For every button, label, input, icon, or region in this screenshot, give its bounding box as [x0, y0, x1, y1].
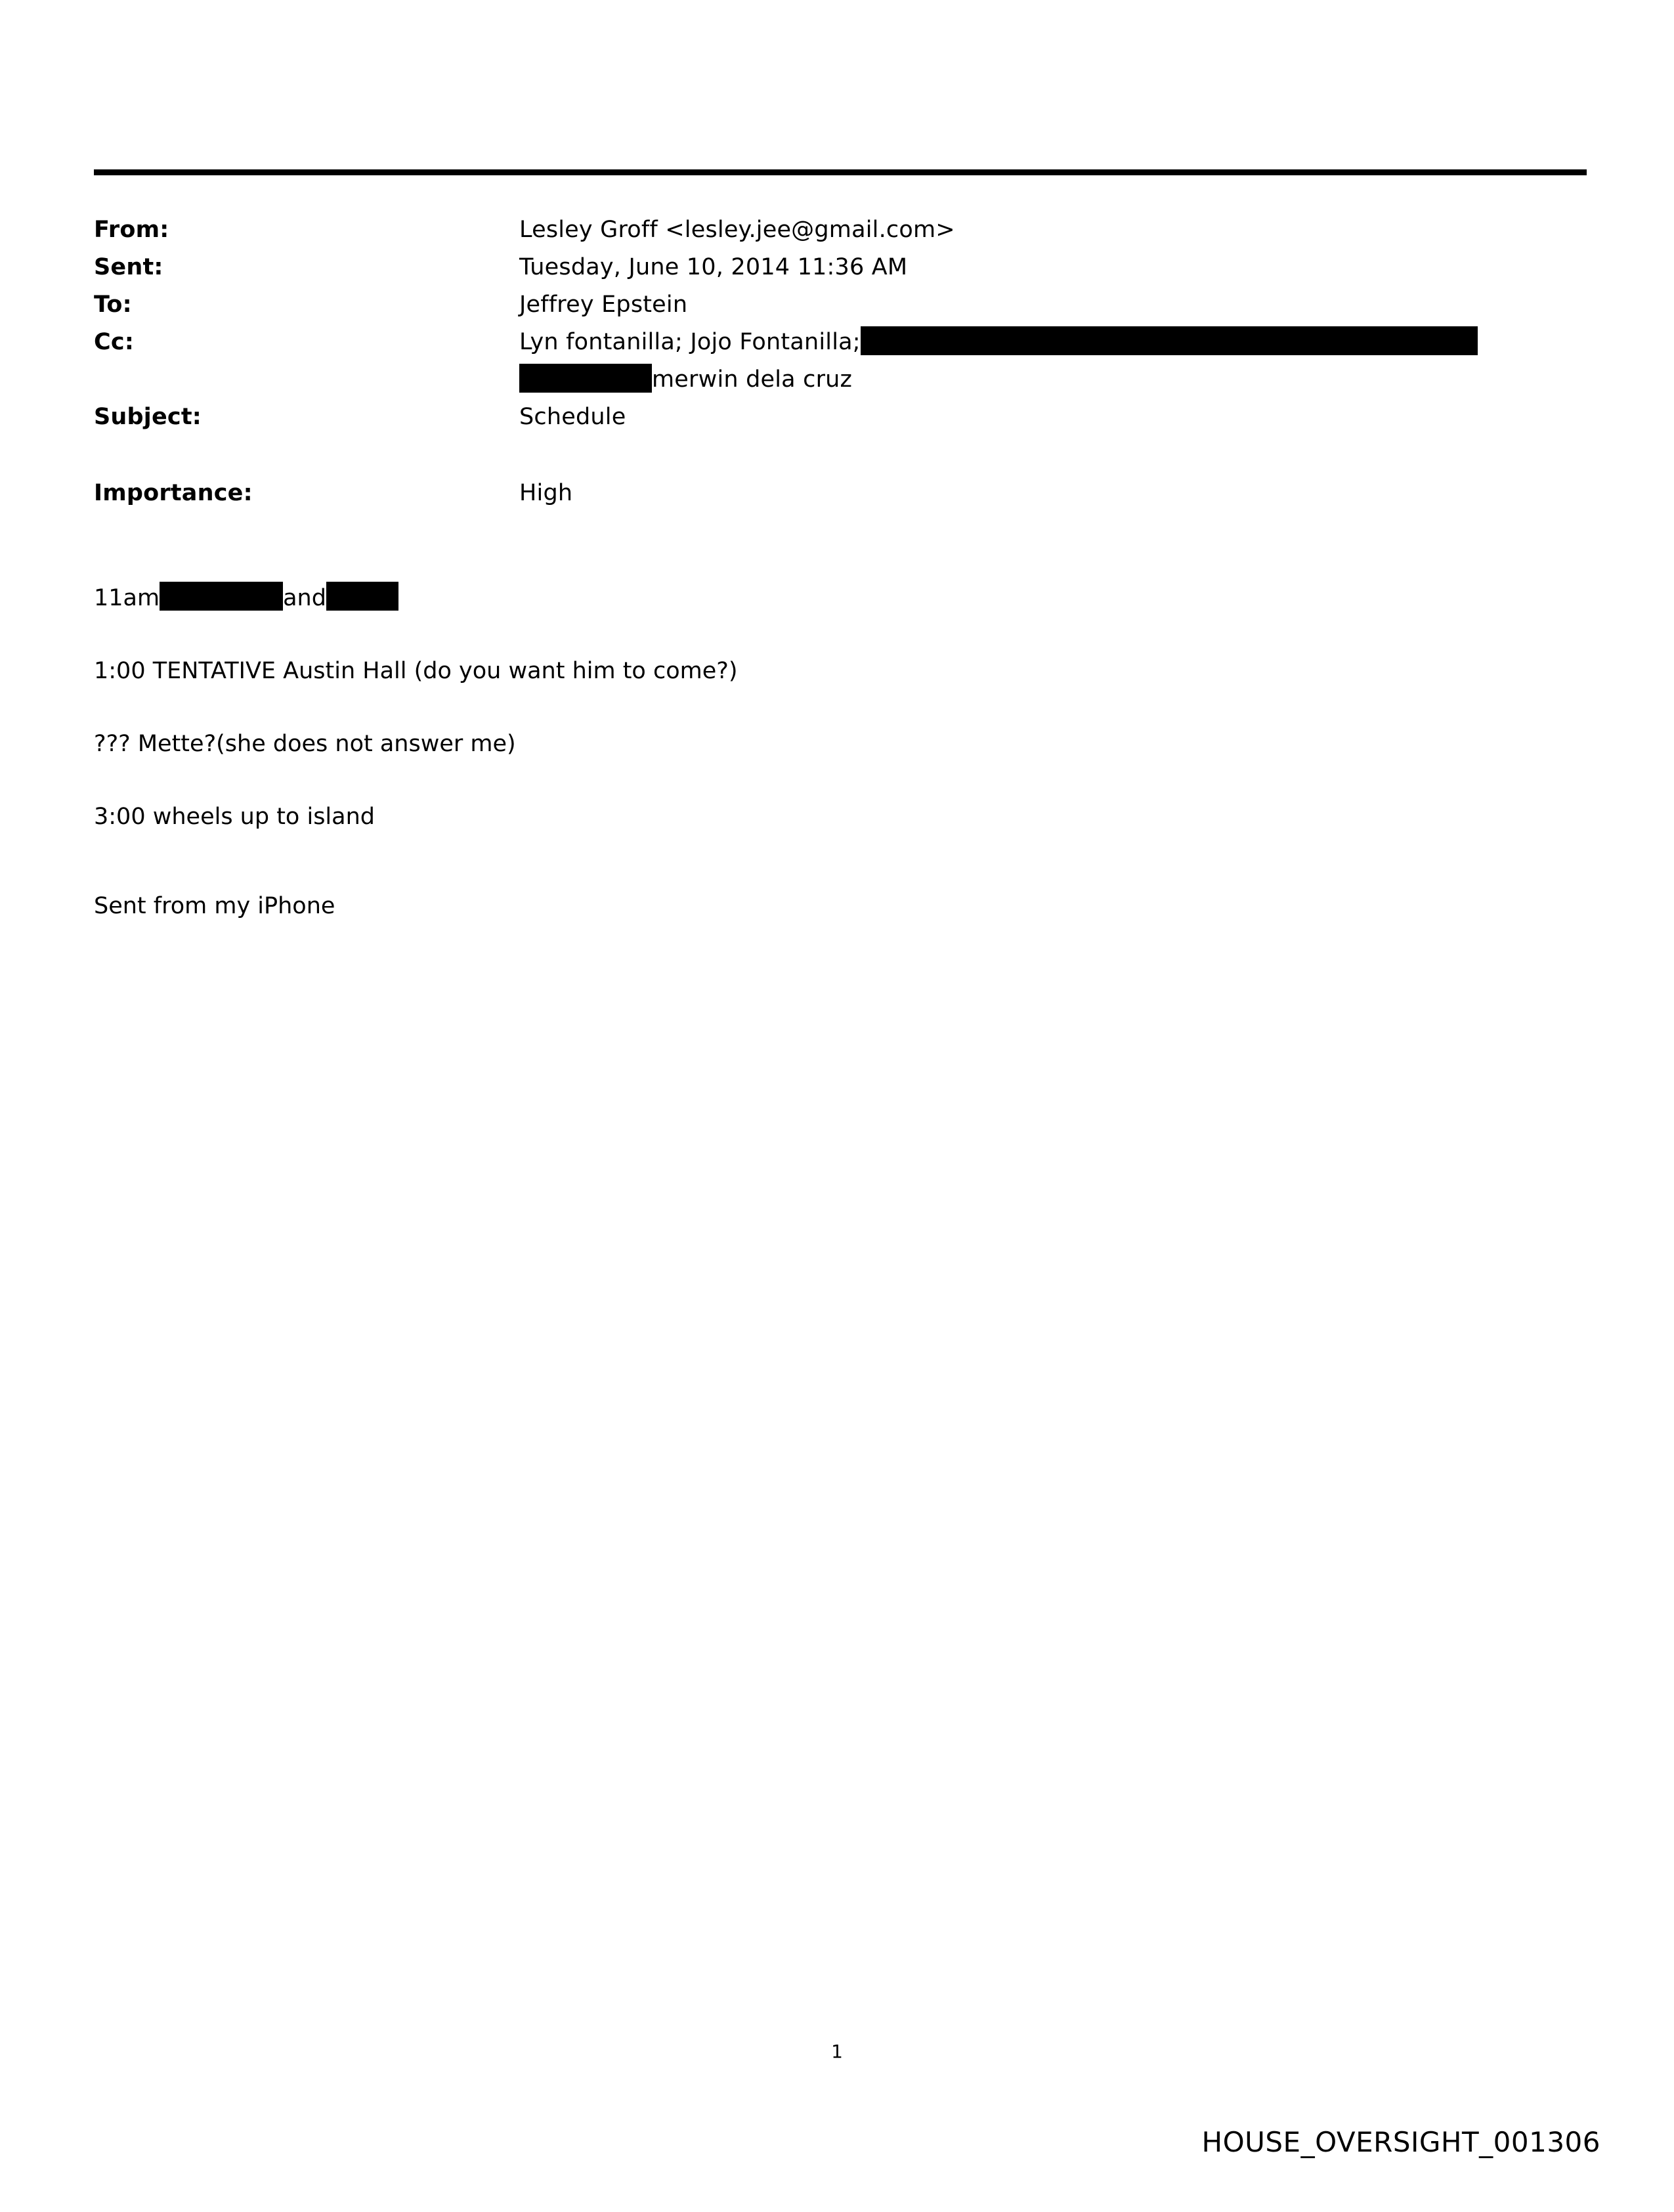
header-value-cc-continuation	[519, 361, 1591, 399]
redaction-bar-body-2	[326, 582, 398, 611]
body-line-3: ??? Mette?(she does not answer me)	[94, 731, 516, 757]
body-line-1	[94, 583, 1591, 613]
body-line-4: 3:00 wheels up to island	[94, 804, 375, 830]
page-number: 1	[831, 2041, 843, 2062]
header-row-cc	[94, 324, 1591, 361]
redaction-bar-cc-1	[861, 326, 1478, 355]
header-row-sent	[94, 249, 1591, 286]
header-value-sent: Tuesday, June 10, 2014 11:36 AM	[519, 254, 908, 280]
email-header-block	[94, 211, 1591, 512]
header-value-subject: Schedule	[519, 404, 626, 430]
body-signature: Sent from my iPhone	[94, 893, 335, 919]
header-value-cc	[519, 324, 1591, 361]
header-label-sent: Sent:	[94, 254, 163, 280]
header-divider-rule	[94, 169, 1587, 175]
header-value-from: Lesley Groff <lesley.jee@gmail.com>	[519, 217, 955, 243]
header-label-from: From:	[94, 217, 169, 243]
header-row-to	[94, 286, 1591, 324]
email-body	[94, 583, 1591, 964]
bates-stamp: HOUSE_OVERSIGHT_001306	[1201, 2126, 1600, 2158]
header-row-importance	[94, 475, 1591, 512]
header-value-to: Jeffrey Epstein	[519, 292, 688, 318]
body-line-2: 1:00 TENTATIVE Austin Hall (do you want him to come?)	[94, 658, 738, 684]
header-value-cc-text: Lyn fontanilla; Jojo Fontanilla;	[519, 329, 861, 355]
header-label-to: To:	[94, 292, 132, 318]
redaction-bar-body-1	[160, 582, 283, 611]
body-line-1-prefix: 11am	[94, 585, 160, 611]
header-row-cc-continuation	[94, 361, 1591, 399]
header-label-importance: Importance:	[94, 480, 253, 506]
header-row-from	[94, 211, 1591, 249]
header-value-importance: High	[519, 480, 573, 506]
redaction-bar-cc-2	[519, 364, 652, 393]
header-value-cc-continuation-text: merwin dela cruz	[652, 366, 853, 393]
header-row-subject	[94, 399, 1591, 436]
header-label-subject: Subject:	[94, 404, 202, 430]
body-line-1-middle: and	[283, 585, 326, 611]
header-label-cc: Cc:	[94, 329, 135, 355]
